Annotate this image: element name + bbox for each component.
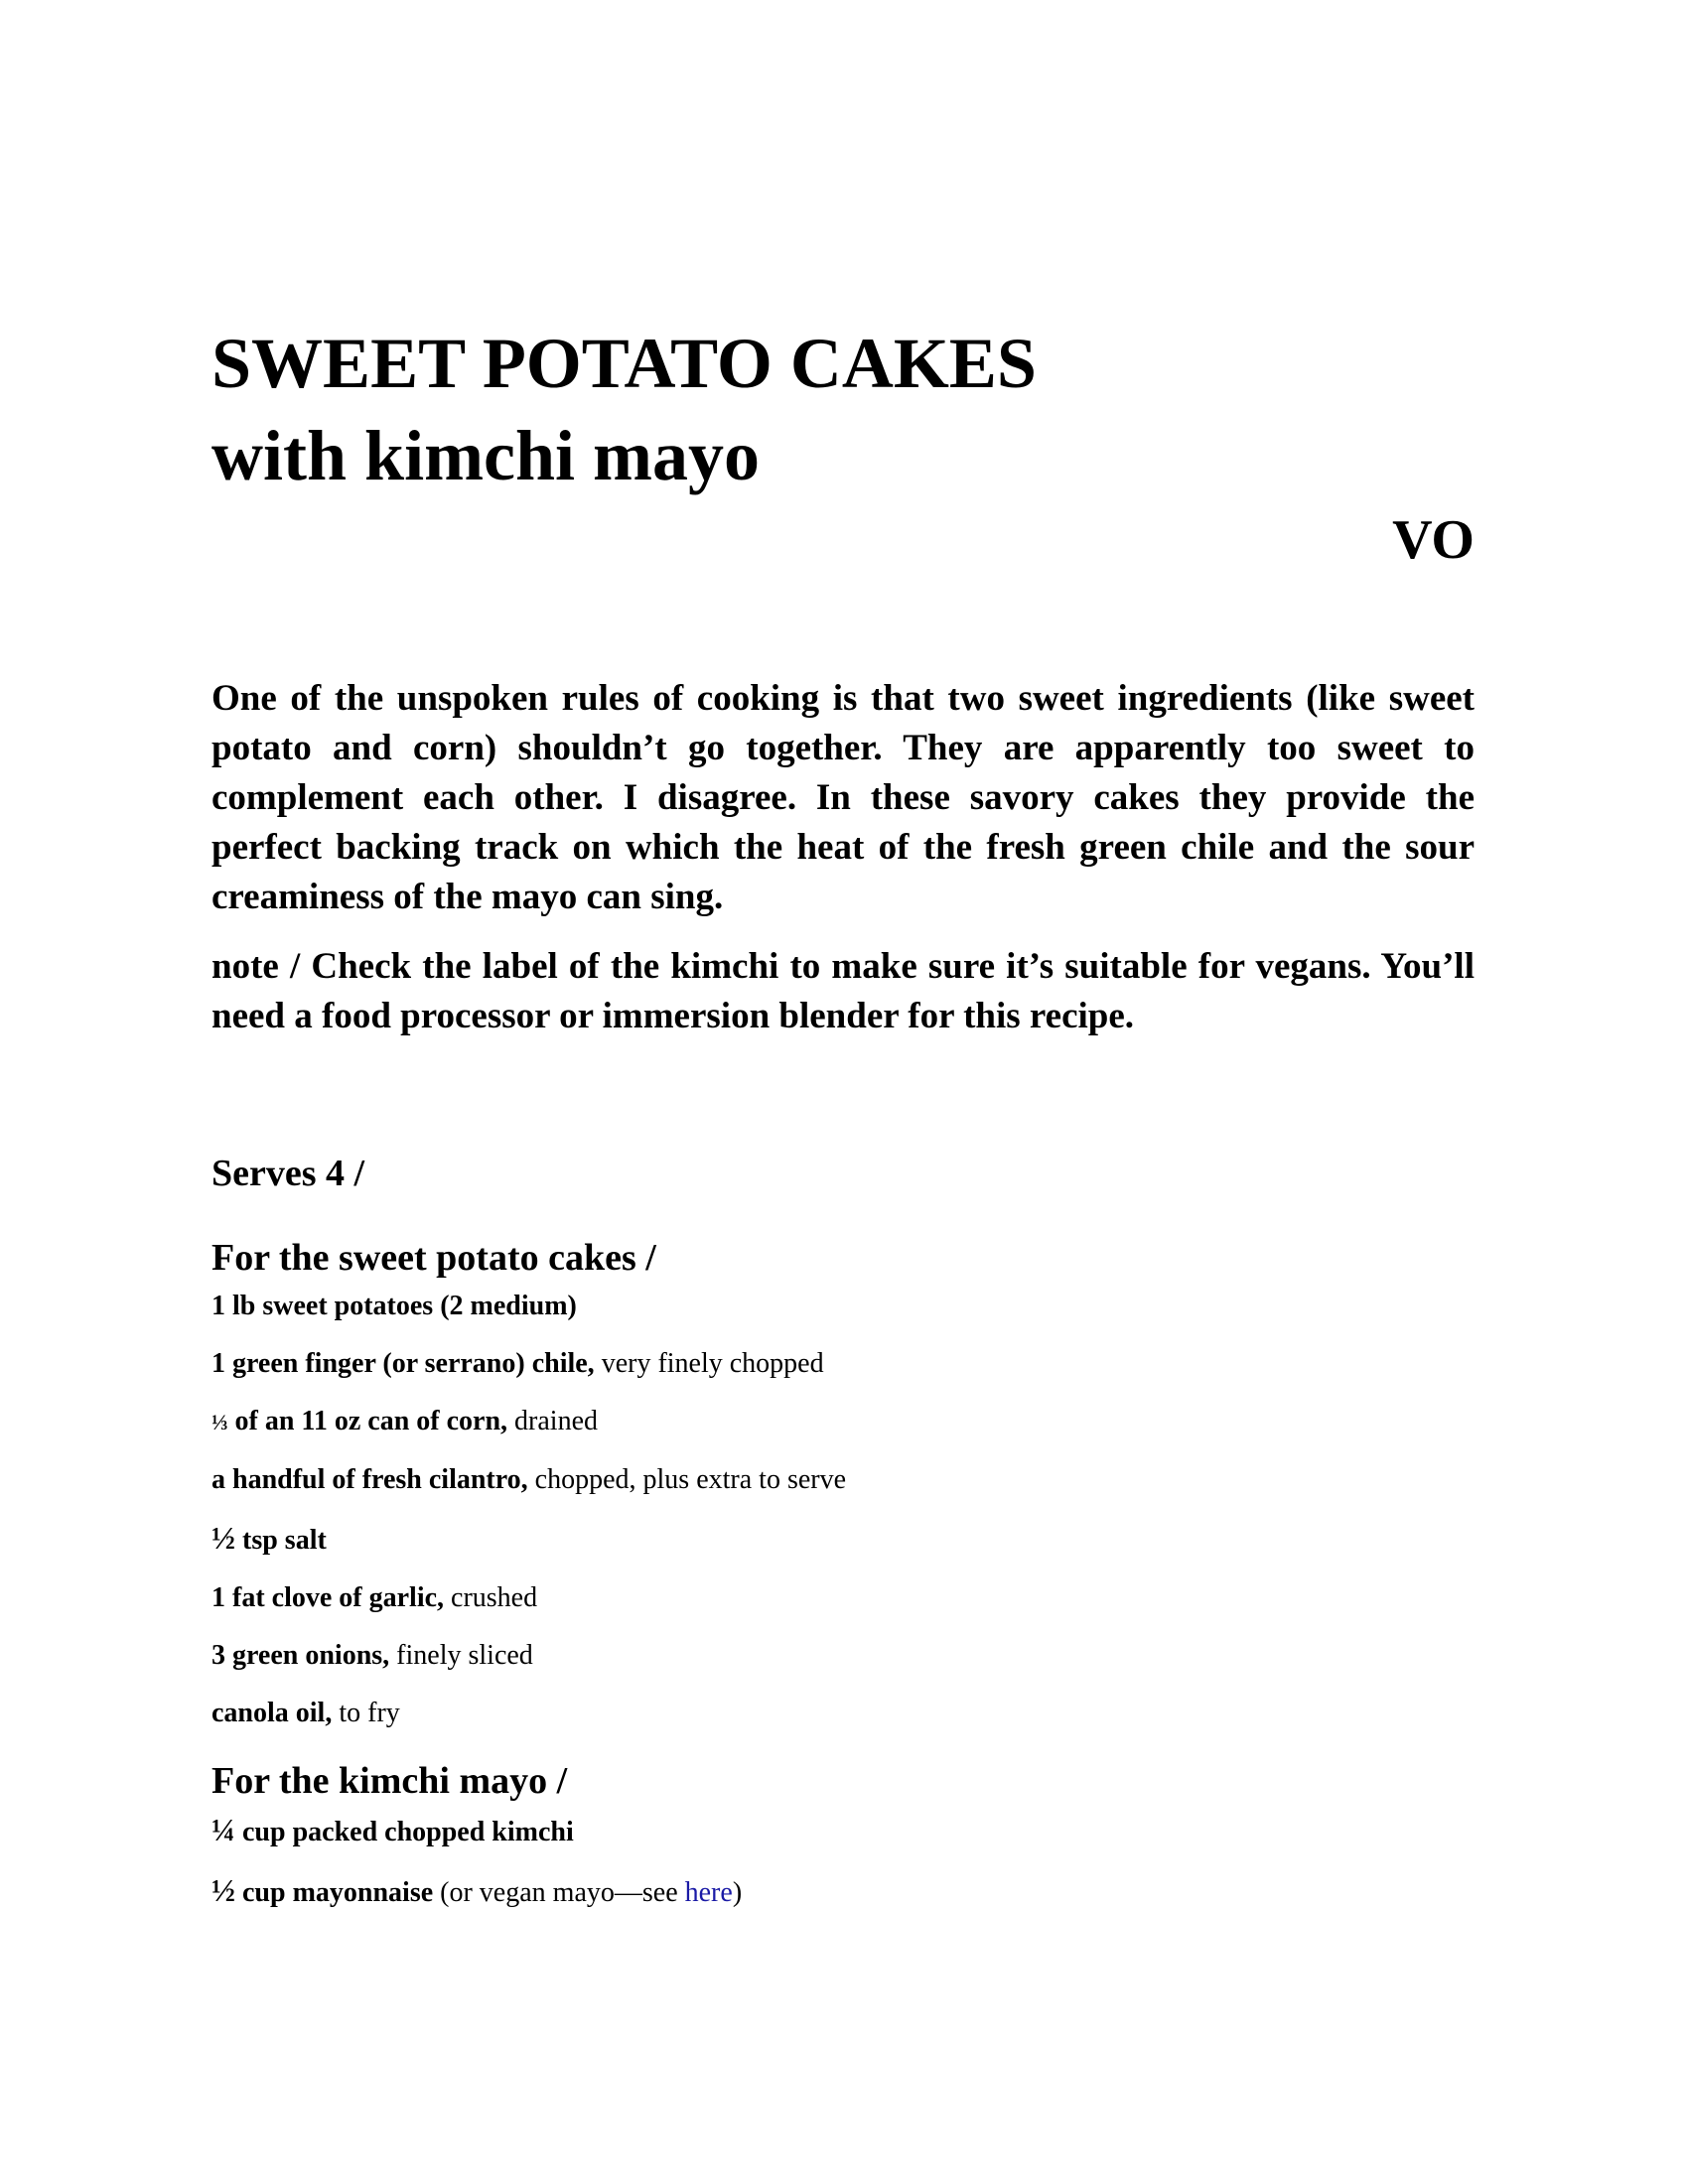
list-item <box>211 1580 1475 1616</box>
ingredient-note: very finely chopped <box>594 1348 824 1379</box>
list-item <box>211 1289 1475 1324</box>
vegan-mayo-link[interactable]: here <box>684 1877 733 1908</box>
list-item <box>211 1638 1475 1674</box>
list-item <box>211 1404 1475 1440</box>
recipe-page <box>211 318 1475 1933</box>
title-line-1: SWEET POTATO CAKES <box>211 324 1037 403</box>
ingredient-quantity: ⅓ <box>211 1410 228 1434</box>
list-item <box>211 1346 1475 1382</box>
list-item <box>211 1520 1475 1559</box>
ingredient-name: 1 green finger (or serrano) chile, <box>211 1348 595 1379</box>
ingredient-name: cup packed chopped kimchi <box>235 1817 574 1847</box>
ingredient-name: tsp salt <box>235 1525 327 1556</box>
title-line-2: with kimchi mayo <box>211 416 761 495</box>
ingredient-note: to fry <box>332 1698 400 1728</box>
section-heading-mayo: For the kimchi mayo / <box>211 1760 568 1802</box>
ingredient-quantity: ¼ <box>211 1812 235 1847</box>
note-paragraph: note / Check the label of the kimchi to make sure it’s suitable for vegans. You’ll need a food processor or immersion blender for this recipe. <box>211 946 1475 1036</box>
ingredient-name: canola oil, <box>211 1698 333 1728</box>
ingredient-quantity: ½ <box>211 1520 235 1556</box>
intro-paragraph: One of the unspoken rules of cooking is that two sweet ingredients (like sweet potato and corn) shouldn’t go together. They are apparently too sweet to complement each other. I disagree. In these savory cakes they provide the perfect backing track on which the heat of the fresh green chile and the sour creaminess of the mayo can sing. <box>211 678 1475 917</box>
ingredient-note: crushed <box>444 1582 538 1613</box>
ingredient-note-close: ) <box>732 1877 743 1908</box>
ingredient-name: a handful of fresh cilantro, <box>211 1464 528 1495</box>
ingredient-quantity: ½ <box>211 1872 235 1908</box>
list-item <box>211 1696 1475 1731</box>
ingredient-note: finely sliced <box>389 1640 533 1671</box>
ingredient-note: chopped, plus extra to serve <box>527 1464 847 1495</box>
ingredient-list-cakes <box>211 1289 1475 1731</box>
recipe-title <box>211 318 1475 502</box>
ingredient-name: 1 lb sweet potatoes (2 medium) <box>211 1291 577 1321</box>
ingredient-name: 1 fat clove of garlic, <box>211 1582 445 1613</box>
list-item <box>211 1872 1475 1911</box>
section-heading-cakes: For the sweet potato cakes / <box>211 1237 656 1279</box>
ingredient-name: of an 11 oz can of corn, <box>227 1406 508 1436</box>
list-item <box>211 1812 1475 1850</box>
ingredient-list-mayo <box>211 1812 1475 1911</box>
ingredient-note: drained <box>507 1406 598 1436</box>
list-item <box>211 1462 1475 1498</box>
vegan-option-badge: VO <box>1392 509 1475 571</box>
ingredient-name: cup mayonnaise <box>235 1877 434 1908</box>
serves-label: Serves 4 / <box>211 1153 365 1194</box>
ingredient-name: 3 green onions, <box>211 1640 390 1671</box>
ingredient-note: (or vegan mayo—see <box>433 1877 685 1908</box>
